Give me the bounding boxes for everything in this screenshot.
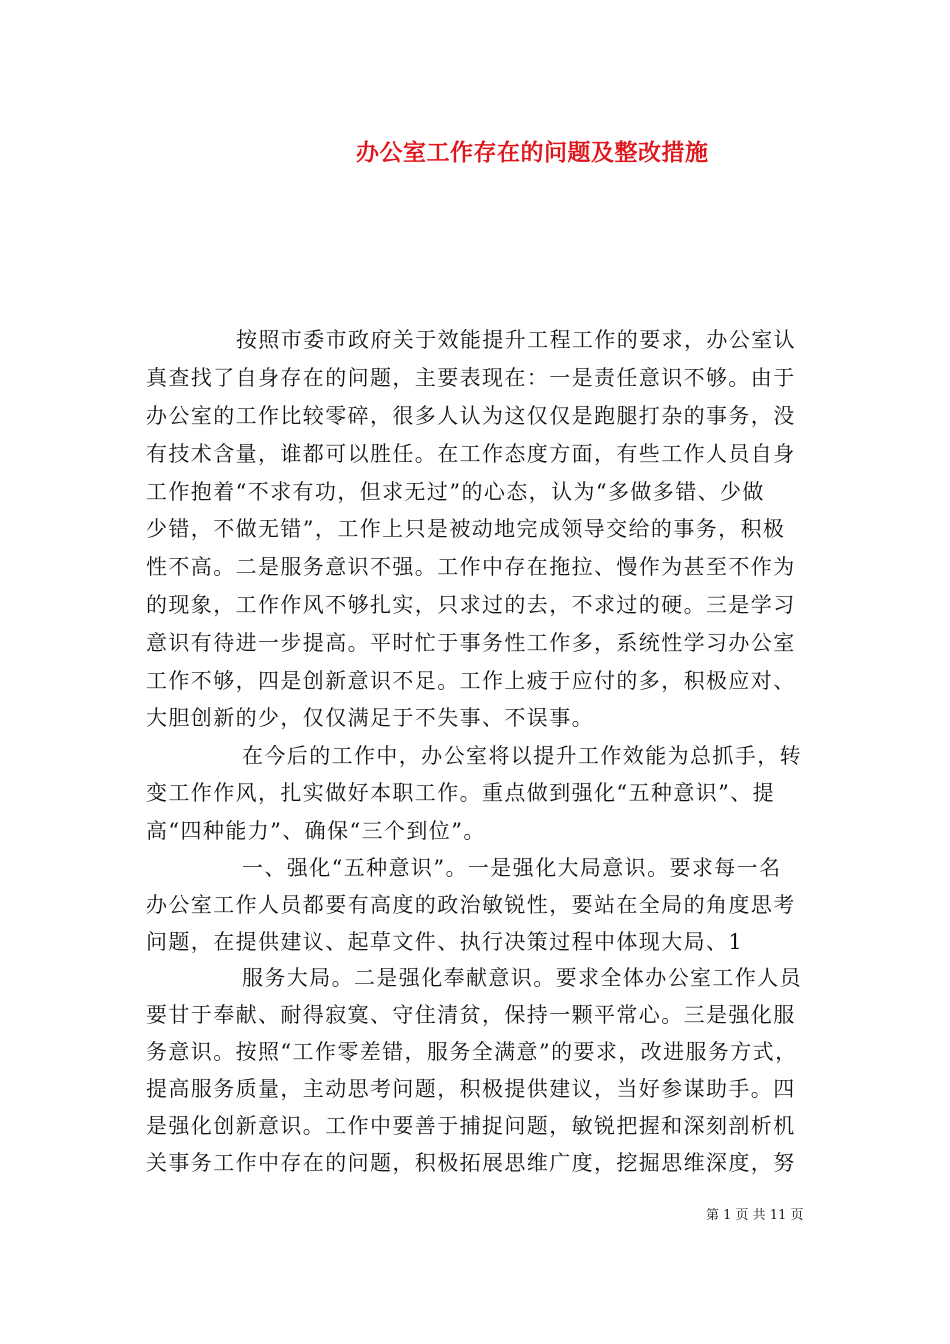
paragraph-line: 工作不够，四是创新意识不足。工作上疲于应付的多，积极应对、 <box>146 669 796 693</box>
page-number-footer: 第 1 页 共 11 页 <box>706 1208 804 1223</box>
paragraph-line: 按照市委市政府关于效能提升工程工作的要求，办公室认 <box>236 328 796 352</box>
paragraph-line: 一、强化“五种意识”。一是强化大局意识。要求每一名 <box>242 856 782 880</box>
paragraph-line: 变工作作风，扎实做好本职工作。重点做到强化“五种意识”、提 <box>146 781 776 805</box>
paragraph-line: 提高服务质量，主动思考问题，积极提供建议，当好参谋助手。四 <box>146 1077 796 1101</box>
paragraph-line: 在今后的工作中，办公室将以提升工作效能为总抓手，转 <box>242 744 802 768</box>
paragraph-line: 性不高。二是服务意识不强。工作中存在拖拉、慢作为甚至不作为 <box>146 555 796 579</box>
paragraph-line: 有技术含量，谁都可以胜任。在工作态度方面，有些工作人员自身 <box>146 442 796 466</box>
paragraph-line: 关事务工作中存在的问题，积极拓展思维广度，挖掘思维深度，努 <box>146 1151 796 1175</box>
paragraph-line: 工作抱着“不求有功，但求无过”的心态，认为“多做多错、少做 <box>146 480 765 504</box>
paragraph-line: 大胆创新的少，仅仅满足于不失事、不误事。 <box>146 706 594 730</box>
document-title: 办公室工作存在的问题及整改措施 <box>356 139 709 166</box>
paragraph-line: 问题，在提供建议、起草文件、执行决策过程中体现大局、1 <box>146 930 744 954</box>
paragraph-line: 要甘于奉献、耐得寂寞、守住清贫，保持一颗平常心。三是强化服 <box>146 1003 796 1027</box>
paragraph-line: 意识有待进一步提高。平时忙于事务性工作多，系统性学习办公室 <box>146 631 796 655</box>
paragraph-line: 办公室的工作比较零碎，很多人认为这仅仅是跑腿打杂的事务，没 <box>146 404 796 428</box>
paragraph-line: 办公室工作人员都要有高度的政治敏锐性，要站在全局的角度思考 <box>146 893 796 917</box>
paragraph-line: 真查找了自身存在的问题，主要表现在：一是责任意识不够。由于 <box>146 366 796 390</box>
paragraph-line: 少错，不做无错”，工作上只是被动地完成领导交给的事务，积极 <box>146 517 786 541</box>
paragraph-line: 高“四种能力”、确保“三个到位”。 <box>146 819 486 843</box>
paragraph-line: 的现象，工作作风不够扎实，只求过的去，不求过的硬。三是学习 <box>146 593 796 617</box>
paragraph-line: 服务大局。二是强化奉献意识。要求全体办公室工作人员 <box>242 966 802 990</box>
paragraph-line: 务意识。按照“工作零差错，服务全满意”的要求，改进服务方式， <box>146 1040 798 1064</box>
paragraph-line: 是强化创新意识。工作中要善于捕捉问题，敏锐把握和深刻剖析机 <box>146 1114 796 1138</box>
